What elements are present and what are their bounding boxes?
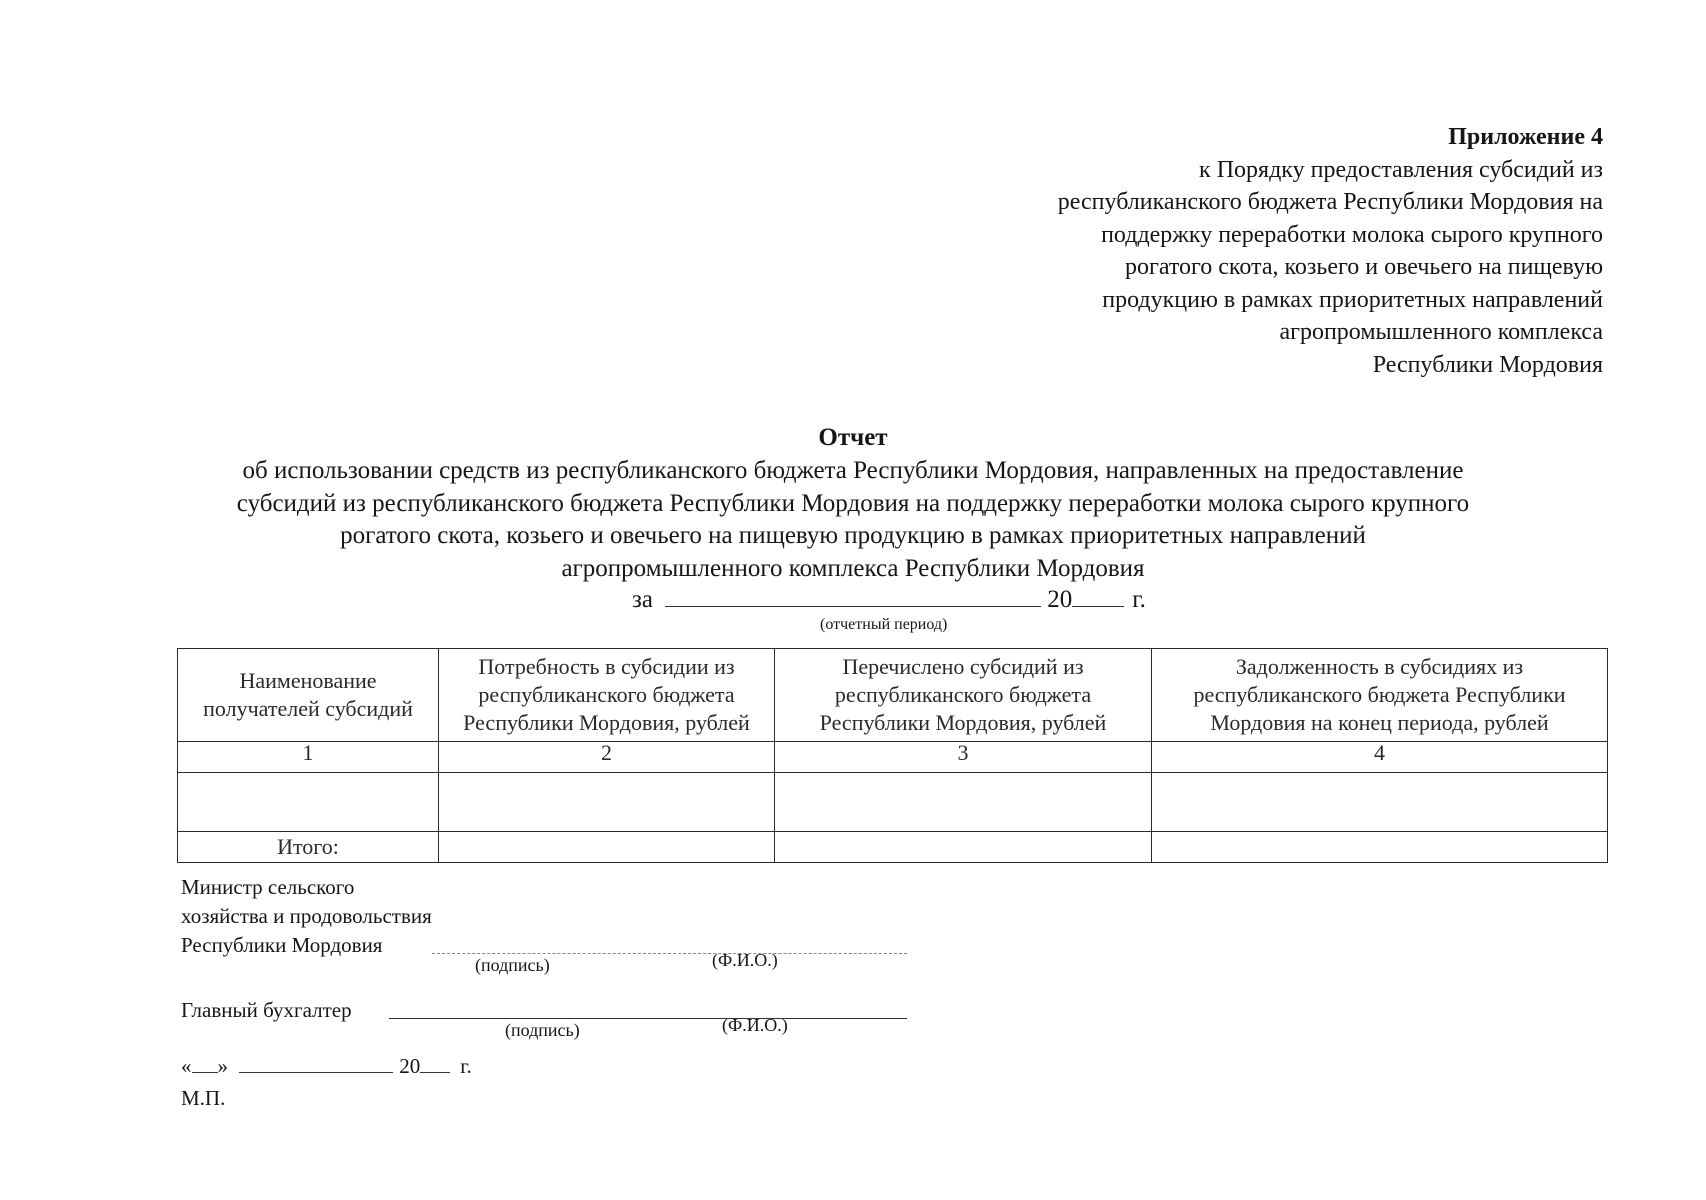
period-suffix: г. <box>1132 586 1146 613</box>
minister-title-line: Республики Мордовия <box>181 933 383 957</box>
table-cell[interactable] <box>439 773 775 832</box>
signature-caption: (подпись) <box>475 955 550 975</box>
total-label: Итого: <box>178 832 439 863</box>
period-year-blank[interactable] <box>1072 586 1124 607</box>
total-cell[interactable] <box>1152 832 1608 863</box>
date-year-blank[interactable] <box>420 1054 450 1073</box>
column-header: Задолженность в субсидиях из республиканского бюджета Республики Мордовия на конец периода, рублей <box>1152 649 1608 742</box>
table-header-row <box>178 649 1608 742</box>
period-prefix: за <box>632 586 653 613</box>
appendix-line: республиканского бюджета Республики Мордовия на <box>1057 189 1603 215</box>
report-table <box>177 648 1608 863</box>
column-number: 1 <box>178 742 439 773</box>
appendix-line: Республики Мордовия <box>1372 351 1603 378</box>
report-period <box>632 586 1146 614</box>
date-year: 20 <box>399 1054 421 1078</box>
report-subtitle-line: об использовании средств из республиканского бюджета Республики Мордовия, направленных на предоставление <box>242 457 1464 484</box>
period-year: 20 <box>1047 586 1073 613</box>
period-caption: (отчетный период) <box>820 616 948 633</box>
date-suffix: г. <box>460 1054 472 1078</box>
name-caption: (Ф.И.О.) <box>712 950 778 970</box>
stamp-placeholder: М.П. <box>181 1086 226 1110</box>
column-header: Перечислено субсидий из республиканского бюджета Республики Мордовия, рублей <box>775 649 1152 742</box>
signature-date <box>181 1054 472 1079</box>
period-blank-field[interactable] <box>665 586 1041 607</box>
column-number: 3 <box>775 742 1152 773</box>
report-title: Отчет <box>818 424 888 451</box>
appendix-line: рогатого скота, козьего и овечьего на пищевую <box>1124 254 1603 280</box>
appendix-line: поддержку переработки молока сырого крупного <box>1101 221 1603 248</box>
appendix-title: Приложение 4 <box>1448 124 1603 150</box>
date-day-blank[interactable] <box>192 1054 218 1073</box>
date-close-quote: » <box>217 1054 228 1078</box>
accountant-signature-field[interactable] <box>389 1018 907 1019</box>
table-cell[interactable] <box>178 773 439 832</box>
table-cell[interactable] <box>775 773 1152 832</box>
report-heading <box>120 421 1586 585</box>
column-number-row <box>178 742 1608 773</box>
date-month-blank[interactable] <box>239 1054 393 1073</box>
column-number: 4 <box>1152 742 1608 773</box>
appendix-header <box>903 121 1603 381</box>
minister-title-line: Министр сельского <box>181 875 355 899</box>
table-row <box>178 773 1608 832</box>
accountant-label: Главный бухгалтер <box>181 998 352 1022</box>
minister-title-line: хозяйства и продовольствия <box>181 904 432 928</box>
column-header: Потребность в субсидии из республиканского бюджета Республики Мордовия, рублей <box>439 649 775 742</box>
report-subtitle-line: агропромышленного комплекса Республики Мордовия <box>561 554 1145 582</box>
report-subtitle-line: рогатого скота, козьего и овечьего на пищевую продукцию в рамках приоритетных направлений <box>340 522 1366 549</box>
total-cell[interactable] <box>775 832 1152 863</box>
appendix-line: продукцию в рамках приоритетных направлений <box>1102 286 1603 313</box>
column-number: 2 <box>439 742 775 773</box>
signature-caption: (подпись) <box>505 1020 580 1040</box>
minister-signature-field[interactable] <box>432 953 907 954</box>
table-cell[interactable] <box>1152 773 1608 832</box>
name-caption: (Ф.И.О.) <box>722 1015 788 1035</box>
total-row <box>178 832 1608 863</box>
appendix-line: к Порядку предоставления субсидий из <box>1199 156 1603 183</box>
total-cell[interactable] <box>439 832 775 863</box>
column-header: Наименование получателей субсидий <box>178 649 439 742</box>
appendix-line: агропромышленного комплекса <box>1279 319 1603 345</box>
report-subtitle-line: субсидий из республиканского бюджета Республики Мордовия на поддержку переработки молока сырого крупного <box>236 489 1470 517</box>
date-open-quote: « <box>181 1054 192 1078</box>
